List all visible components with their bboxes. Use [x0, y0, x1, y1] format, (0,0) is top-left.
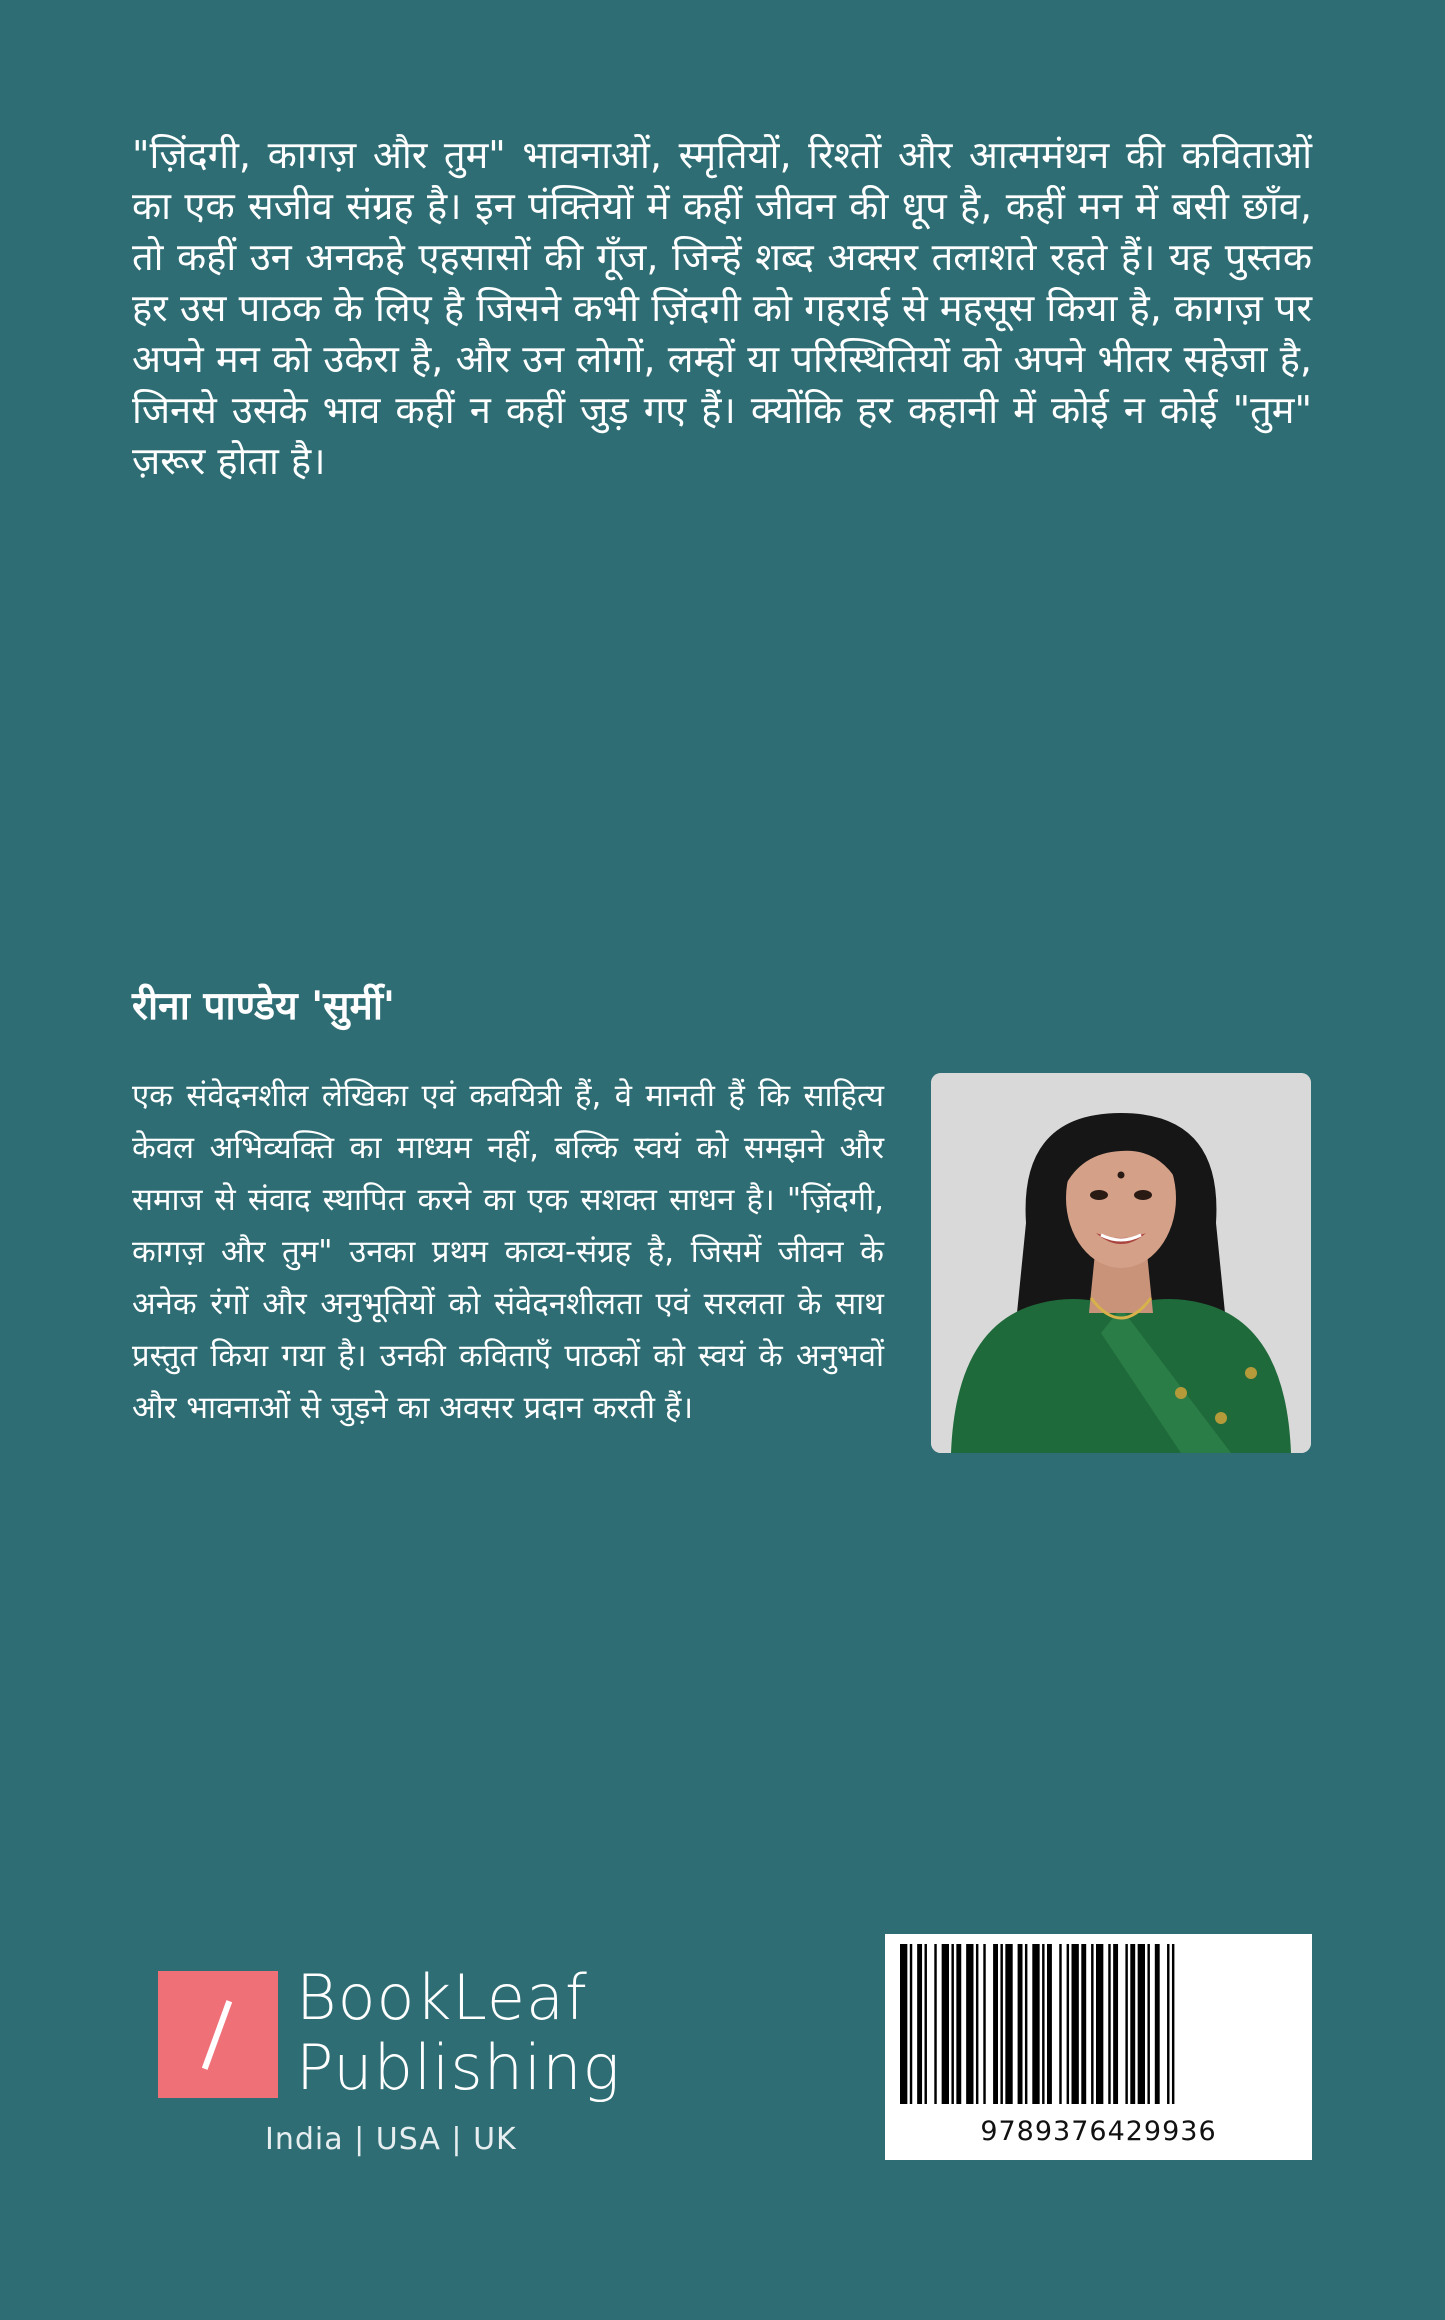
barcode-bar: [966, 1944, 973, 2104]
barcode-bar: [1096, 1944, 1103, 2104]
barcode-bar: [917, 1944, 922, 2104]
slash-icon: [202, 2000, 232, 2070]
barcode-bar: [925, 1944, 927, 2104]
barcode-bar: [910, 1944, 912, 2104]
barcode-bar: [1130, 1944, 1135, 2104]
author-photo: [931, 1073, 1311, 1453]
barcode-bar: [1125, 1944, 1127, 2104]
barcode-bar: [1067, 1944, 1069, 2104]
barcode-bar: [983, 1944, 985, 2104]
barcode-bar: [1047, 1944, 1052, 2104]
publisher-name-line1: BookLeaf: [296, 1961, 588, 2034]
publisher-logo: [158, 1971, 278, 2098]
barcode-bar: [1081, 1944, 1086, 2104]
author-name: रीना पाण्डेय 'सुर्मी': [132, 984, 395, 1029]
barcode-bar: [1138, 1944, 1145, 2104]
author-portrait-image: [931, 1073, 1311, 1453]
barcode-bar: [1108, 1944, 1110, 2104]
barcode-bar: [976, 1944, 978, 2104]
barcode-bar: [1042, 1944, 1044, 2104]
barcode-bar: [1059, 1944, 1061, 2104]
barcode-bar: [1032, 1944, 1039, 2104]
barcode-bar: [900, 1944, 907, 2104]
barcode-bar: [1025, 1944, 1027, 2104]
barcode-bar: [993, 1944, 998, 2104]
barcode-bar: [1167, 1944, 1169, 2104]
barcode-bar: [1072, 1944, 1079, 2104]
barcode-bar: [951, 1944, 953, 2104]
book-blurb: "ज़िंदगी, कागज़ और तुम" भावनाओं, स्मृतियों, रिश्तों और आत्ममंथन की कविताओं का एक सजीव संग्रह है। इन पंक्तियों में कहीं जीवन की धूप है, कहीं मन में बसी छाँव, तो कहीं उन अनकहे एहसासों की गूँज, जिन्हें शब्द अक्सर तलाशते रहते हैं। यह पुस्तक हर उस पाठक के लिए है जिसने कभी ज़िंदगी को गहराई से महसूस किया है, कागज़ पर अपने मन को उकेरा है, और उन लोगों, लम्हों या परिस्थितियों को अपने भीतर सहेजा है, जिनसे उसके भाव कहीं न कहीं जुड़ गए हैं। क्योंकि हर कहानी में कोई न कोई "तुम" ज़रूर होता है।: [132, 133, 1312, 483]
barcode-bar: [1113, 1944, 1118, 2104]
barcode-bar: [1000, 1944, 1002, 2104]
barcode-bar: [1005, 1944, 1012, 2104]
barcode-bars: [900, 1944, 1297, 2114]
barcode-bar: [1172, 1944, 1174, 2104]
isbn-barcode: [885, 1934, 1312, 2160]
publisher-regions: India | USA | UK: [265, 2122, 517, 2157]
barcode-bar: [942, 1944, 949, 2104]
barcode-bar: [956, 1944, 961, 2104]
publisher-name-line2: Publishing: [296, 2031, 621, 2104]
barcode-bar: [934, 1944, 936, 2104]
isbn-number: 9789376429936: [980, 2116, 1217, 2147]
barcode-bar: [1018, 1944, 1023, 2104]
barcode-bar: [1155, 1944, 1160, 2104]
author-bio: एक संवेदनशील लेखिका एवं कवयित्री हैं, वे मानती हैं कि साहित्य केवल अभिव्यक्ति का माध्यम नहीं, बल्कि स्वयं को समझने और समाज से संवाद स्थापित करने का एक सशक्त साधन है। "ज़िंदगी, कागज़ और तुम" उनका प्रथम काव्य-संग्रह है, जिसमें जीवन के अनेक रंगों और अनुभूतियों को संवेदनशीलता एवं सरलता के साथ प्रस्तुत किया गया है। उनकी कविताएँ पाठकों को स्वयं के अनुभवों और भावनाओं से जुड़ने का अवसर प्रदान करती हैं।: [132, 1078, 884, 1426]
barcode-bar: [1147, 1944, 1149, 2104]
barcode-bar: [1091, 1944, 1093, 2104]
